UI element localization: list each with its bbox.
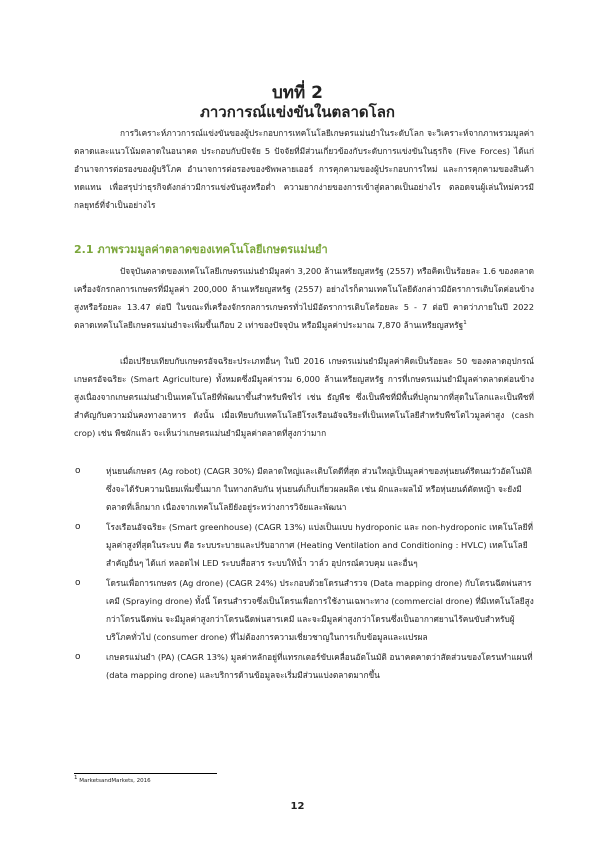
footnote-reference: 1	[463, 320, 467, 327]
segment-list	[74, 462, 534, 686]
list-item-text: โรงเรือนอัจฉริยะ (Smart greenhouse) (CAGR 13%) แบ่งเป็นแบบ hydroponic และ non-hydroponic เทคโนโลยีที่มูลค่าสูงที่สุดในระบบ คือ ระบบระบายและปรับอากาศ (Heating Ventilation and Conditioning : HVLC) เทคโนโลยีสำคัญอื่นๆ ได้แก่ หลอดไฟ LED ระบบสื่อสาร ระบบให้น้ำ วาล์ว อุปกรณ์ควบคุม และอื่นๆ	[106, 522, 533, 568]
bullet-marker: o	[75, 522, 81, 532]
page-number: 12	[290, 801, 305, 812]
list-item	[74, 518, 534, 572]
bullet-marker: o	[75, 652, 81, 662]
market-overview-text: ปัจจุบันตลาดของเทคโนโลยีเกษตรแม่นยำมีมูลค่า 3,200 ล้านเหรียญสหรัฐ (2557) หรือคิดเป็นร้อยละ 1.6 ของตลาดเครื่องจักรกลการเกษตรที่มีมูลค่า 200,000 ล้านเหรียญสหรัฐ (2557) อย่างไรก็ตามเทคโนโลยีดังกล่าวมีอัตราการเติบโตค่อนข้างสูงหรือร้อยละ 13.47 ต่อปี ในขณะที่เครื่องจักรกลการเกษตรทั่วไปมีอัตราการเติบโตร้อยละ 5 - 7 ต่อปี คาดว่าภายในปี 2022 ตลาดเทคโนโลยีเกษตรแม่นยำจะเพิ่มขึ้นเกือบ 2 เท่าของปัจจุบัน หรือมีมูลค่าประมาณ 7,870 ล้านเหรียญสหรัฐ	[74, 266, 534, 330]
list-item-text: เกษตรแม่นยำ (PA) (CAGR 13%) มูลค่าหลักอยู่ที่แทรกเตอร์ขับเคลื่อนอัตโนมัติ อนาคตคาดว่าสัดส่วนของโดรนทำแผนที่ (data mapping drone) และบริการด้านข้อมูลจะเริ่มมีส่วนแบ่งตลาดมากขึ้น	[106, 652, 533, 680]
footnote-divider	[74, 773, 217, 774]
chapter-title: ภาวการณ์แข่งขันในตลาดโลก	[200, 103, 395, 121]
list-item	[74, 648, 534, 684]
section-heading: 2.1 ภาพรวมมูลค่าตลาดของเทคโนโลยีเกษตรแม่นยำ	[74, 243, 328, 256]
bullet-marker: o	[75, 578, 81, 588]
footnote-text: MarketsandMarkets, 2016	[79, 778, 151, 784]
chapter-number: บทที่ 2	[272, 83, 323, 103]
intro-paragraph: การวิเคราะห์ภาวการณ์แข่งขันของผู้ประกอบการเทคโนโลยีเกษตรแม่นยำในระดับโลก จะวิเคราะห์จากภาพรวมมูลค่าตลาดและแนวโน้มตลาดในอนาคต ประกอบกับปัจจัย 5 ปัจจัยที่มีส่วนเกี่ยวข้องกับระดับการแข่งขันในธุรกิจ (Five Forces) ได้แก่ อำนาจการต่อรองของผู้บริโภค อำนาจการต่อรองของซัพพลายเออร์ การคุกคามของผู้ประกอบการใหม่ และการคุกคามของสินค้าทดแทน เพื่อสรุปว่าธุรกิจดังกล่าวมีการแข่งขันสูงหรือต่ำ ความยากง่ายของการเข้าสู่ตลาดเป็นอย่างไร ตลอดจนผู้เล่นใหม่ควรมีกลยุทธ์ที่จำเป็นอย่างไร	[74, 128, 534, 210]
list-item	[74, 462, 534, 516]
list-item-text: หุ่นยนต์เกษตร (Ag robot) (CAGR 30%) มีตลาดใหญ่และเติบโตดีที่สุด ส่วนใหญ่เป็นมูลค่าของหุ่นยนต์รีดนมวัวอัตโนมัติซึ่งจะได้รับความนิยมเพิ่มขึ้นมาก ในทางกลับกัน หุ่นยนต์เก็บเกี่ยวผลผลิต เช่น ผักและผลไม้ หรือหุ่นยนต์ตัดหญ้า จะยังมีตลาดที่เล็กมาก เนื่องจากเทคโนโลยียังอยู่ระหว่างการวิจัยและพัฒนา	[106, 466, 532, 512]
bullet-marker: o	[75, 466, 81, 476]
comparison-paragraph: เมื่อเปรียบเทียบกับเกษตรอัจฉริยะประเภทอื่นๆ ในปี 2016 เกษตรแม่นยำมีมูลค่าคิดเป็นร้อยละ 50 ของตลาดอุปกรณ์เกษตรอัจฉริยะ (Smart Agriculture) ทั้งหมดซึ่งมีมูลค่ารวม 6,000 ล้านเหรียญสหรัฐ การที่เกษตรแม่นยำมีมูลค่าตลาดค่อนข้างสูงเนื่องจากเกษตรแม่นยำเป็นเทคโนโลยีที่พัฒนาขึ้นสำหรับพืชไร่ เช่น ธัญพืช ซึ่งเป็นพืชที่มีพื้นที่ปลูกมากที่สุดในโลกและเป็นพืชที่สำคัญกับความมั่นคงทางอาหาร ดังนั้น เมื่อเทียบกับเทคโนโลยีโรงเรือนอัจฉริยะที่เป็นเทคโนโลยีสำหรับพืชโตไวมูลค่าสูง (cash crop) เช่น พืชผักแล้ว จะเห็นว่าเกษตรแม่นยำมีมูลค่าตลาดที่สูงกว่ามาก	[74, 356, 534, 438]
market-overview-paragraph	[74, 262, 534, 334]
footnote-number: 1	[74, 775, 78, 782]
footnote	[74, 777, 151, 785]
list-item	[74, 574, 534, 646]
list-item-text: โดรนเพื่อการเกษตร (Ag drone) (CAGR 24%) ประกอบด้วยโดรนสำรวจ (Data mapping drone) กับโดรนฉีดพ่นสารเคมี (Spraying drone) ทั้งนี้ โดรนสำรวจซึ่งเป็นโดรนเพื่อการใช้งานเฉพาะทาง (commercial drone) ที่มีเทคโนโลยีสูงกว่าโดรนฉีดพ่น จะมีมูลค่าสูงกว่าโดรนฉีดพ่นสารเคมี และจะมีมูลค่าสูงกว่าโดรนซึ่งเป็นอากาศยานไร้คนขับสำหรับผู้บริโภคทั่วไป (consumer drone) ที่ไม่ต้องการความเชี่ยวชาญในการเก็บข้อมูลและแปรผล	[106, 578, 534, 642]
